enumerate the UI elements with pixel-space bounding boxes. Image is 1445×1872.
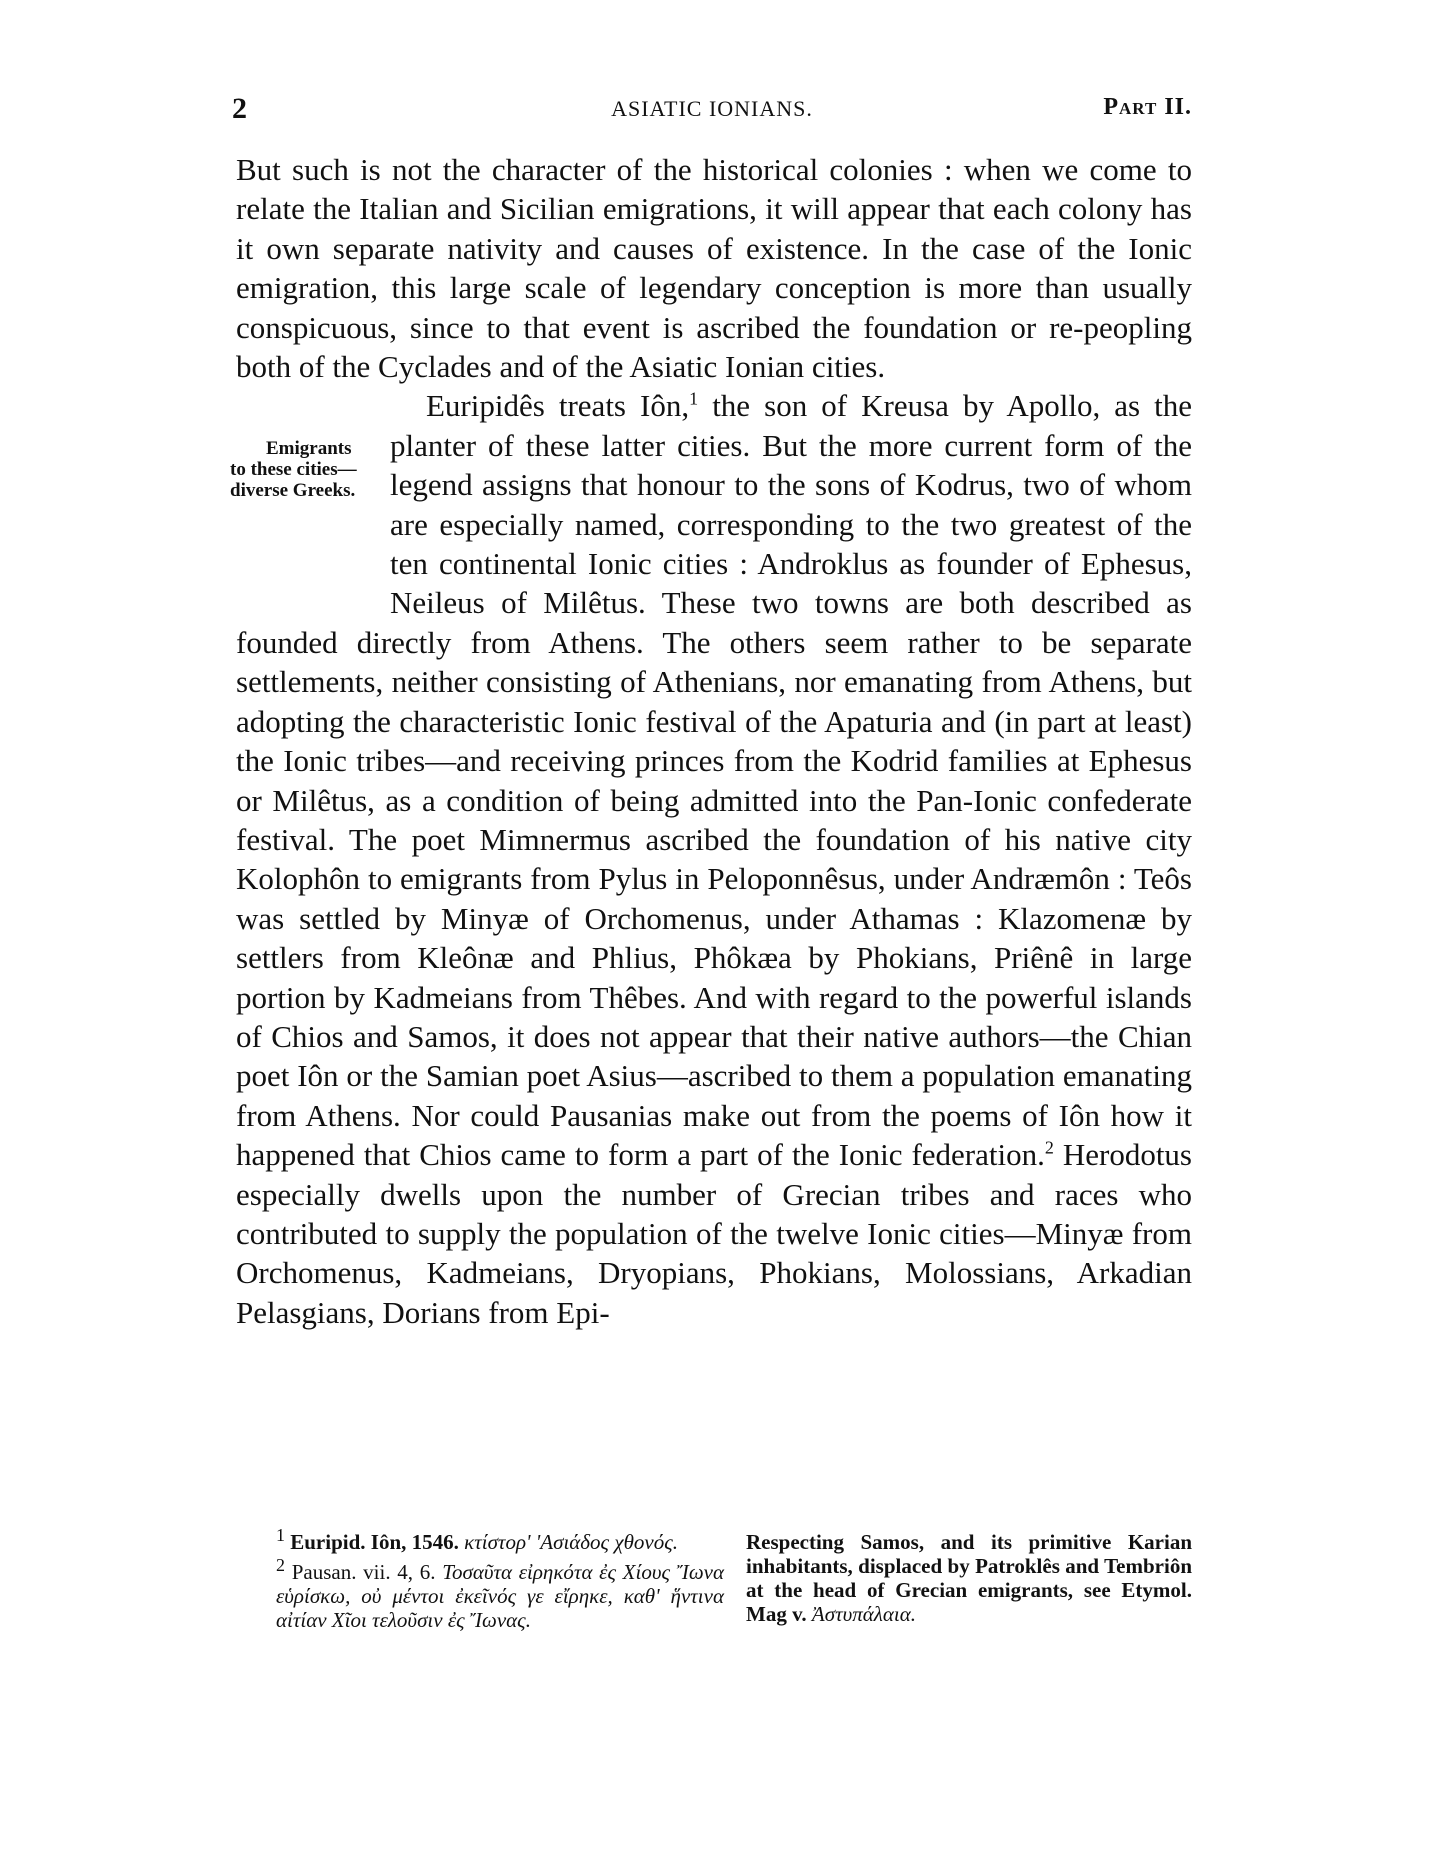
footnote-3: [746, 1530, 1192, 1626]
footnote-1-mark: 1: [276, 1525, 285, 1545]
paragraph-2-text-b: the son of Kreusa by Apollo, as the planter of these latter cities. But the more current form of the legend assigns that honour to the sons of Kodrus, two of whom are especially named, corresponding to the two greatest of the ten continental Ionic cities : Androklus as founder of Ephesus, Neileus of Milêtus. These two towns are both described as founded directly from Athens. The others seem rather to be separate settlements, neither consisting of Athenians, nor emanating from Athens, but adopting the characteristic Ionic festival of the Apaturia and (in part at least) the Ionic tribes—and receiving princes from the Kodrid families at Ephesus or Milêtus, as a condition of being admitted into the Pan-Ionic confederate festival. The poet Mimnermus ascribed the foundation of his native city Kolophôn to emigrants from Pylus in Peloponnêsus, under Andræmôn : Teôs was settled by Minyæ of Orchomenus, under Athamas : Klazomenæ by settlers from Kleônæ and Phlius, Phôkæa by Phokians, Priênê in large portion by Kadmeians from Thêbes. And with regard to the powerful islands of Chios and Samos, it does not appear that their native authors—the Chian poet Iôn or the Samian poet Asius—ascribed to them a population emanating from Athens. Nor could Pausanias make out from the poems of Iôn how it happened that Chios came to form a part of the Ionic federation.: [236, 388, 1193, 1173]
margin-note: Emigrants to these cities— diverse Greeks.: [230, 438, 357, 502]
main-text: [230, 150, 1193, 1332]
running-header: [232, 92, 1192, 132]
footnotes-left-column: [276, 1525, 724, 1638]
footnote-2-greek: Τοσαῦτα εἰρηκότα ἐς Χίους Ἴωνα εὑρίσκω, οὐ μέντοι ἐκεῖνός γε εἴρηκε, καθ' ἥντινα αἰτίαν Χῖοι τελοῦσιν ἐς Ἴωνας.: [276, 1560, 724, 1632]
page-number: 2: [232, 92, 247, 125]
paragraph-2-text-c: Herodotus especially dwells upon the number of Grecian tribes and races who contributed to supply the population of the twelve Ionic cities—Minyæ from Orchomenus, Kadmeians, Dryopians, Phokians, Molossians, Arkadian Pelasgians, Dorians from Epi-: [236, 1137, 1192, 1330]
footnote-1-greek: κτίστορ' 'Ασιάδος χθονός.: [464, 1530, 678, 1554]
footnote-3-greek: Ἀστυπάλαια.: [811, 1602, 917, 1626]
paragraph-2-text-a: Euripidês treats Iôn,: [426, 388, 690, 424]
footnote-2-mark: 2: [276, 1555, 285, 1575]
running-title: ASIATIC IONIANS.: [611, 96, 813, 121]
footnote-2: [276, 1555, 724, 1632]
part-label: Part II.: [1103, 94, 1192, 120]
paragraph-2: [230, 386, 1193, 1332]
footnote-2-citation: Pausan. vii. 4, 6.: [285, 1560, 443, 1584]
paragraph-1: But such is not the character of the historical colonies : when we come to relate the Italian and Sicilian emigrations, it will appear that each colony has it own separate nativity and causes of existence. In the case of the Ionic emigration, this large scale of legendary conception is more than usually conspicuous, since to that event is ascribed the foundation or re-peopling both of the Cyclades and of the Asiatic Ionian cities.: [236, 152, 1192, 385]
footnote-ref-1[interactable]: 1: [689, 389, 699, 410]
footnote-1: [276, 1525, 724, 1554]
footnote-1-citation: Euripid. Iôn, 1546.: [285, 1530, 465, 1554]
footnote-ref-2[interactable]: 2: [1044, 1137, 1054, 1158]
footnotes-right-column: [746, 1530, 1192, 1632]
footnote-3-text: Respecting Samos, and its primitive Karian inhabitants, displaced by Patroklês and Tembriôn at the head of Grecian emigrants, see Etymol. Mag v.: [746, 1530, 1192, 1626]
